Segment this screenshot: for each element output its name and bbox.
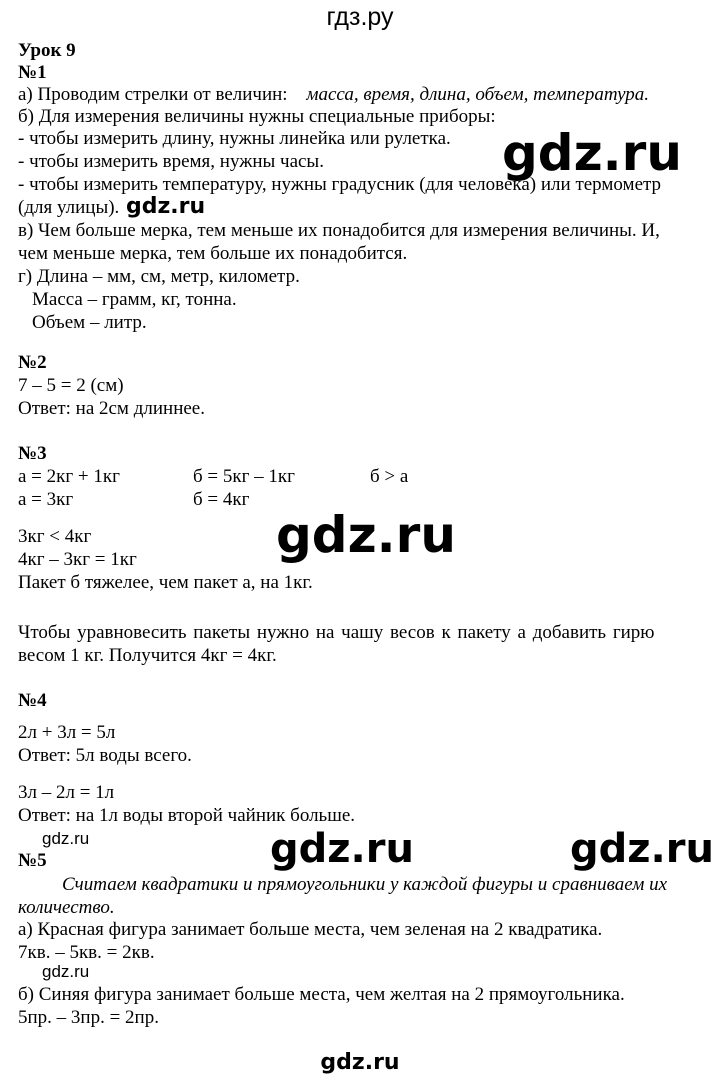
watermark-footer: gdz.ru	[320, 1050, 400, 1075]
task4-eq2: 3л – 2л = 1л	[18, 782, 115, 803]
task1-b1: - чтобы измерить длину, нужны линейка или рулетка.	[18, 128, 451, 149]
watermark-top-right: gdz.ru	[502, 124, 682, 182]
site-header: гдз.ру	[326, 3, 394, 31]
lesson-title: Урок 9	[18, 40, 76, 61]
task3-r2c1: а = 3кг	[18, 489, 74, 510]
task3-result: Пакет б тяжелее, чем пакет а, на 1кг.	[18, 572, 313, 593]
task2-answer: Ответ: на 2см длиннее.	[18, 398, 205, 419]
task1-g3: Объем – литр.	[32, 312, 147, 333]
task1-b2: - чтобы измерить время, нужны часы.	[18, 151, 324, 172]
task1-b: б) Для измерения величины нужны специальные приборы:	[18, 106, 496, 127]
task3-number: №3	[18, 443, 47, 464]
task2-number: №2	[18, 352, 47, 373]
task3-balance-line2: весом 1 кг. Получится 4кг = 4кг.	[18, 645, 277, 666]
task5-b: б) Синяя фигура занимает больше места, чем желтая на 2 прямоугольника.	[18, 984, 625, 1005]
task5-b-equation: 5пр. – 3пр. = 2пр.	[18, 1007, 159, 1028]
task1-g1: г) Длина – мм, см, метр, километр.	[18, 266, 300, 287]
task5-a-equation: 7кв. – 5кв. = 2кв.	[18, 942, 155, 963]
watermark-bottom-center: gdz.ru	[270, 826, 414, 872]
task1-a-line	[18, 84, 649, 106]
task1-a-prefix: а) Проводим стрелки от величин:	[18, 84, 288, 105]
task1-v2: чем меньше мерка, тем больше их понадобится.	[18, 243, 408, 264]
task4-number: №4	[18, 690, 47, 711]
task4-answer2: Ответ: на 1л воды второй чайник больше.	[18, 805, 356, 826]
task1-b3: - чтобы измерить температуру, нужны градусник (для человека) или термометр	[18, 174, 662, 195]
watermark-inline: gdz.ru	[126, 194, 206, 219]
watermark-small-2: gdz.ru	[42, 962, 90, 981]
task5-intro-line1: Считаем квадратики и прямоугольники у каждой фигуры и сравниваем их	[62, 874, 668, 895]
task4-answer1: Ответ: 5л воды всего.	[18, 745, 192, 766]
task2-equation: 7 – 5 = 2 (см)	[18, 375, 124, 396]
task5-intro-line2: количество.	[18, 897, 115, 918]
task1-b3-cont: (для улицы).	[18, 197, 120, 218]
watermark-bottom-right: gdz.ru	[570, 826, 714, 872]
task1-v1: в) Чем больше мерка, тем меньше их понадобится для измерения величины. И,	[18, 220, 660, 241]
task3-compare: 3кг < 4кг	[18, 526, 92, 547]
watermark-center: gdz.ru	[276, 506, 456, 564]
task1-number: №1	[18, 62, 47, 83]
task3-r1c1: а = 2кг + 1кг	[18, 466, 120, 487]
task5-number: №5	[18, 850, 47, 871]
task3-balance-line1: Чтобы уравновесить пакеты нужно на чашу весов к пакету а добавить гирю	[18, 622, 655, 643]
watermark-small-1: gdz.ru	[42, 829, 90, 848]
task3-r2c2: б = 4кг	[193, 489, 250, 510]
task1-a-items: масса, время, длина, объем, температура.	[306, 84, 650, 105]
task3-r1c2: б = 5кг – 1кг	[193, 466, 295, 487]
task5-a: а) Красная фигура занимает больше места, чем зеленая на 2 квадратика.	[18, 919, 603, 940]
task1-g2: Масса – грамм, кг, тонна.	[32, 289, 237, 310]
task3-difference: 4кг – 3кг = 1кг	[18, 549, 137, 570]
task4-eq1: 2л + 3л = 5л	[18, 722, 116, 743]
task3-r1c3: б > а	[370, 466, 409, 487]
